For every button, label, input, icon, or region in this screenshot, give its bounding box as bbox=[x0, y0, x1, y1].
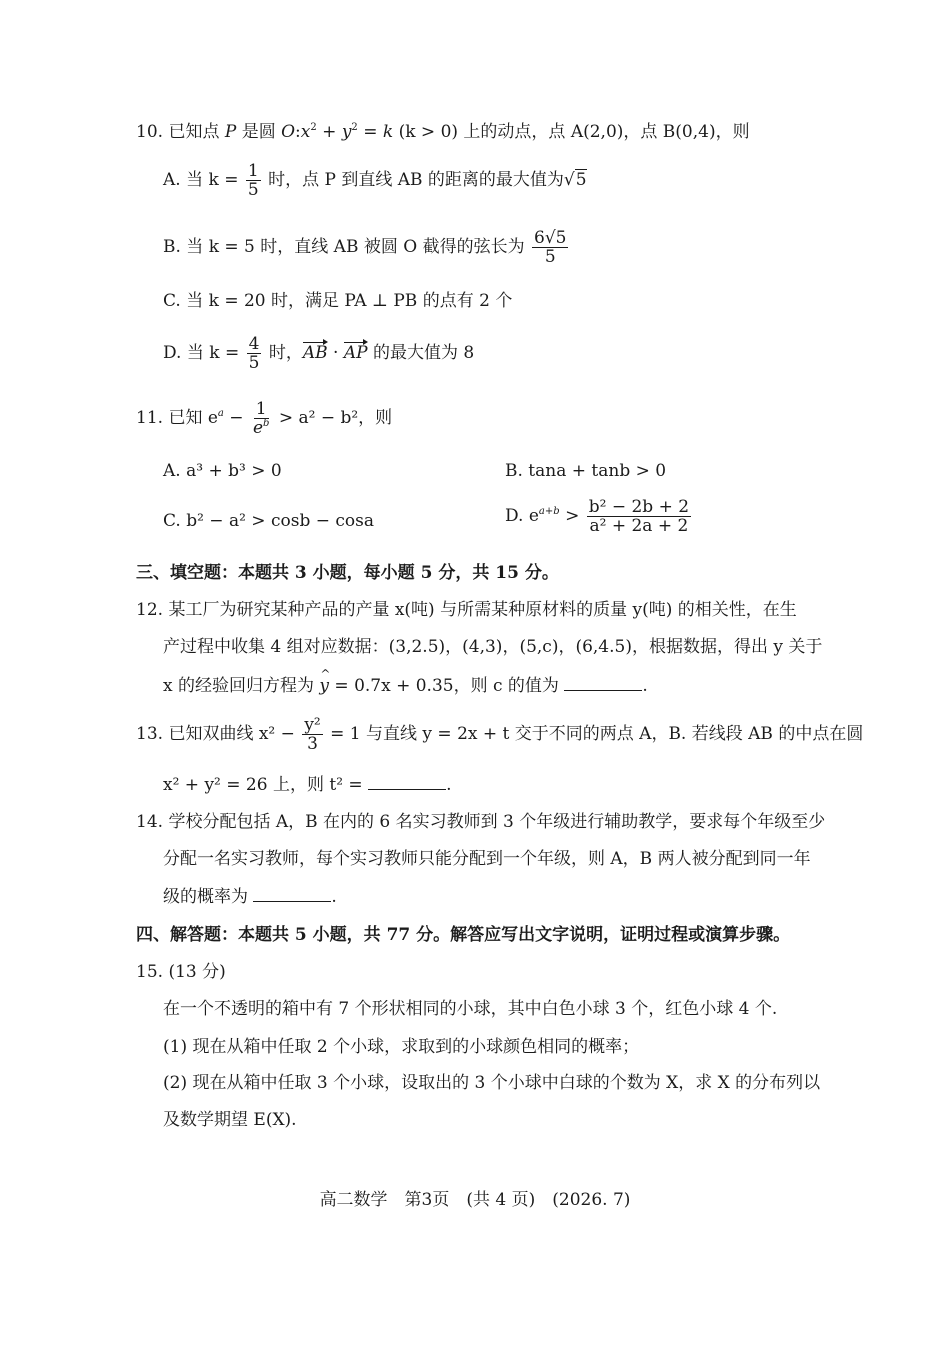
fraction: $\frac{1}{5}$ bbox=[247, 161, 259, 200]
q14-line-2: 分配一名实习教师，每个实习教师只能分配到一个年级，则 A，B 两人被分配到同一年 bbox=[163, 849, 811, 869]
q11-option-d: D. $e^{a+b}$ > $\frac{\text{b² − 2b + 2}}{\text{a² + 2a + 2}}$ bbox=[505, 497, 690, 536]
q12-line-2: 产过程中收集 4 组对应数据：(3,2.5)，(4,3)，(5,c)，(6,4.5)，根据数据，得出 y 关于 bbox=[163, 637, 823, 657]
q11-option-b: B. tana + tanb > 0 bbox=[505, 461, 667, 481]
q10-option-a: A. 当 k = $\frac{1}{5}$ 时，点 P 到直线 AB 的距离的最大值为√5 bbox=[163, 161, 587, 200]
vector-ap: AP bbox=[343, 343, 368, 363]
fraction: $\frac{\text{y²}}{3}$ bbox=[304, 715, 321, 754]
q10-option-d: D. 当 k = $\frac{4}{5}$ 时，AB · AP 的最大值为 8 bbox=[163, 334, 475, 373]
fraction: $\frac{4}{5}$ bbox=[248, 334, 260, 373]
section-4-heading: 四、解答题：本题共 5 小题，共 77 分。解答应写出文字说明，证明过程或演算步骤。 bbox=[136, 925, 791, 945]
q15-line-3: (2) 现在从箱中任取 3 个小球，设取出的 3 个小球中白球的个数为 X，求 X 的分布列以 bbox=[163, 1073, 821, 1093]
q15-line-4: 及数学期望 E(X). bbox=[163, 1110, 297, 1130]
q10-option-b: B. 当 k = 5 时，直线 AB 被圆 O 截得的弦长为 $\frac{6√5}{5}$ bbox=[163, 228, 567, 267]
answer-blank bbox=[564, 674, 642, 691]
q11-option-c: C. b² − a² > cosb − cosa bbox=[163, 511, 374, 531]
page-footer: 高二数学 第3页 (共 4 页) (2026. 7) bbox=[319, 1190, 631, 1210]
q11-stem: 11. 已知 $e^a$ − $\frac{1}{e^b}$ > a² − b²，则 bbox=[136, 399, 393, 438]
q15-line-1: 在一个不透明的箱中有 7 个形状相同的小球，其中白色小球 3 个，红色小球 4 个. bbox=[163, 999, 778, 1019]
q10-option-c: C. 当 k = 20 时，满足 PA ⊥ PB 的点有 2 个 bbox=[163, 291, 513, 311]
q13-line-2: x² + y² = 26 上，则 t² = . bbox=[163, 775, 452, 795]
q15-title: 15. (13 分) bbox=[136, 962, 226, 982]
section-3-heading: 三、填空题：本题共 3 小题，每小题 5 分，共 15 分。 bbox=[136, 563, 559, 583]
answer-blank bbox=[253, 885, 331, 902]
fraction: $\frac{\text{b² − 2b + 2}}{\text{a² + 2a + 2}}$ bbox=[588, 497, 690, 536]
q10-stem: 10. 已知点 P 是圆 $O:x^2 + y^2 = k$ (k > 0) 上的动点，点 A(2,0)，点 B(0,4)，则 bbox=[136, 122, 750, 142]
q11-option-a: A. a³ + b³ > 0 bbox=[163, 461, 282, 481]
q14-line-3: 级的概率为 . bbox=[163, 887, 337, 907]
q13-line-1: 13. 已知双曲线 x² − $\frac{\text{y²}}{3}$ = 1 与直线 y = 2x + t 交于不同的两点 A，B. 若线段 AB 的中点在圆 bbox=[136, 715, 864, 754]
answer-blank bbox=[368, 773, 446, 790]
fraction: $\frac{1}{e^b}$ bbox=[252, 399, 270, 438]
q12-line-3: x 的经验回归方程为 ^ y = 0.7x + 0.35，则 c 的值为 . bbox=[163, 674, 648, 697]
vector-ab: AB bbox=[302, 343, 328, 363]
q15-line-2: (1) 现在从箱中任取 2 个小球，求取到的小球颜色相同的概率； bbox=[163, 1037, 640, 1057]
q14-line-1: 14. 学校分配包括 A，B 在内的 6 名实习教师到 3 个年级进行辅助教学，要求每个年级至少 bbox=[136, 812, 826, 832]
fraction: $\frac{6√5}{5}$ bbox=[534, 228, 567, 267]
q12-line-1: 12. 某工厂为研究某种产品的产量 x(吨) 与所需某种原材料的质量 y(吨) 的相关性，在生 bbox=[136, 600, 797, 620]
